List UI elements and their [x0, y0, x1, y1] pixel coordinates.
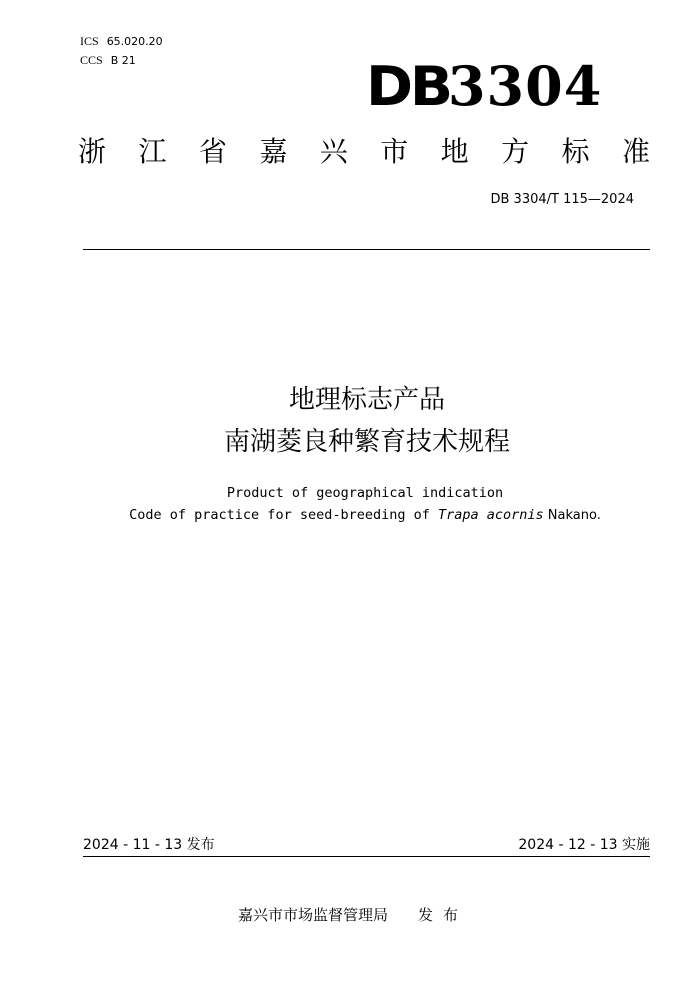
standard-type-char: 兴 [319, 135, 348, 168]
species-name: Trapa acornis [438, 507, 544, 523]
chinese-title-line-2: 南湖菱良种繁育技术规程 [223, 427, 510, 457]
issuer-name: 嘉兴市市场监督管理局 [238, 906, 389, 924]
logo-prefix: DB [366, 55, 450, 118]
standard-type-char: 标 [561, 135, 590, 168]
implementation-date: 2024 - 12 - 13 实施 [518, 837, 650, 853]
standard-type-title [78, 134, 650, 170]
standard-type-char: 嘉 [259, 135, 288, 168]
standard-type-char: 省 [198, 135, 227, 168]
standard-type-char: 准 [621, 135, 650, 168]
ccs-value: B 21 [110, 54, 136, 67]
ccs-classification [80, 53, 136, 68]
ics-label: ICS [80, 34, 99, 48]
chinese-title-line-1: 地理标志产品 [288, 385, 445, 415]
bottom-divider [83, 856, 650, 857]
english-title-suffix: Nakano. [543, 508, 601, 523]
top-divider [83, 249, 650, 250]
ics-value: 65.020.20 [106, 35, 163, 48]
english-title-line-1: Product of geographical indication [226, 485, 504, 501]
ccs-label: CCS [80, 53, 103, 67]
standard-type-char: 方 [501, 135, 530, 168]
db-standard-logo [366, 54, 603, 118]
standard-type-char: 地 [440, 135, 469, 168]
standard-type-char: 市 [380, 135, 409, 168]
standard-type-char: 浙 [78, 135, 107, 168]
publish-label: 发布 [418, 906, 469, 924]
issuing-authority [238, 905, 468, 925]
logo-code: 3304 [447, 54, 603, 118]
standard-number: DB 3304/T 115—2024 [490, 192, 634, 207]
english-title-line-2 [0, 506, 700, 525]
issue-date: 2024 - 11 - 13 发布 [83, 837, 215, 853]
standard-type-char: 江 [138, 135, 167, 168]
english-title-prefix: Code of practice for seed-breeding of [129, 507, 438, 523]
ics-classification [80, 34, 163, 49]
